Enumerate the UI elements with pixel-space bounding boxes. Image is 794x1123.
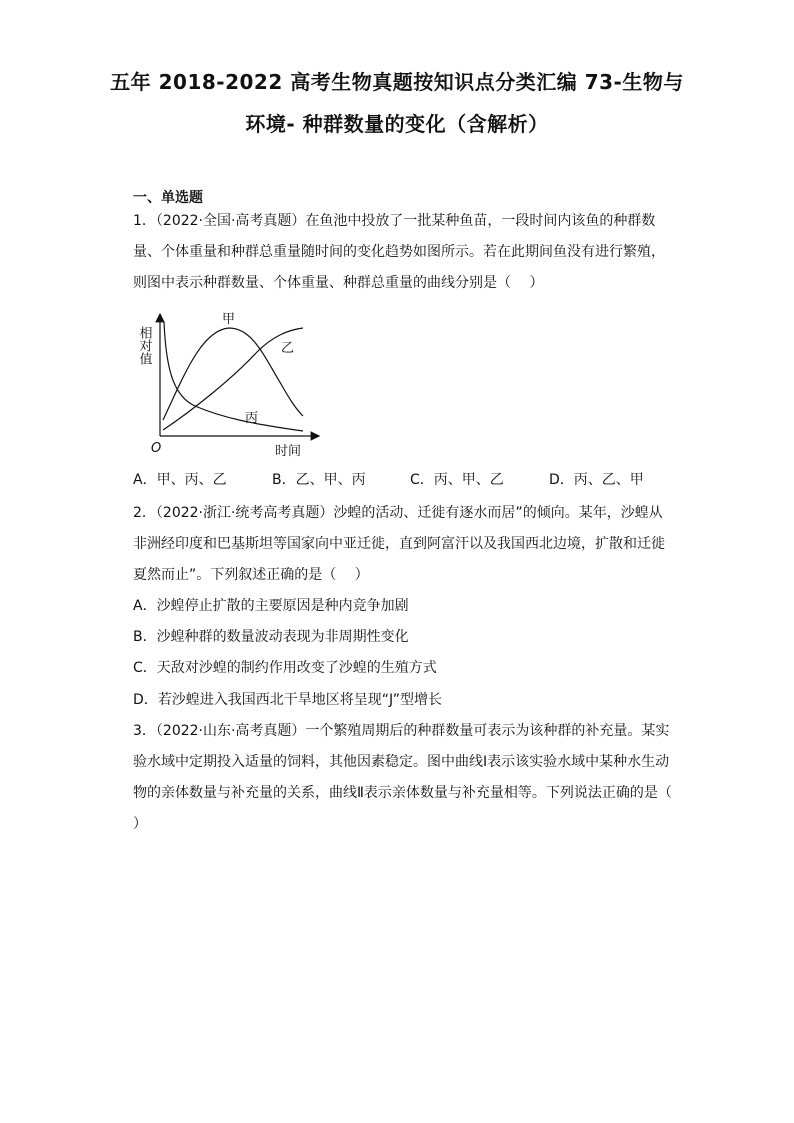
series-label-bing: 丙 bbox=[245, 411, 259, 426]
y-axis-label: 相对值 bbox=[136, 326, 152, 365]
series-label-jia: 甲 bbox=[222, 312, 236, 327]
q1-option-b: B．乙、甲、丙 bbox=[272, 472, 366, 488]
q1-option-c: C．丙、甲、乙 bbox=[410, 472, 504, 488]
series-label-yi: 乙 bbox=[281, 341, 295, 356]
question-3-text: 3．（2022·山东·高考真题）一个繁殖周期后的种群数量可表示为该种群的补充量。某实验水域中定期投入适量的饲料，其他因素稳定。图中曲线Ⅰ表示该实验水域中某种水生动物的亲体数量与补充量的关系，曲线Ⅱ表示亲体数量与补充量相等。下列说法正确的是（ ） bbox=[133, 723, 691, 832]
question-1-text: 1．（2022·全国·高考真题）在鱼池中投放了一批某种鱼苗，一段时间内该鱼的种群数量、个体重量和种群总重量随时间的变化趋势如图所示。若在此期间鱼没有进行繁殖，则图中表示种群数量、个体重量、种群总重量的曲线分别是（ ） bbox=[133, 213, 665, 291]
q1-option-d: D．丙、乙、甲 bbox=[549, 472, 644, 488]
question-2-text: 2．（2022·浙江·统考高考真题）沙蝗的活动、迁徙有逐水而居”的倾向。某年，沙蝗从非洲经印度和巴基斯坦等国家向中亚迁徙，直到阿富汗以及我国西北边境，扩散和迁徙夏然而止”。下列叙述正确的是（ ） bbox=[133, 505, 665, 583]
section-heading: 一、单选题 bbox=[133, 190, 203, 206]
q2-option-b: B．沙蝗种群的数量波动表现为非周期性变化 bbox=[133, 629, 409, 645]
q2-option-d: D．若沙蝗进入我国西北干旱地区将呈现“J”型增长 bbox=[133, 692, 442, 708]
q1-option-a: A．甲、丙、乙 bbox=[133, 472, 227, 488]
origin-label: O bbox=[151, 441, 162, 456]
document-title-line-2: 环境- 种群数量的变化（含解析） bbox=[245, 112, 549, 136]
q2-option-c: C．天敌对沙蝗的制约作用改变了沙蝗的生殖方式 bbox=[133, 660, 437, 676]
q2-option-a: A．沙蝗停止扩散的主要原因是种内竞争加剧 bbox=[133, 598, 409, 614]
document-title-line-1: 五年 2018-2022 高考生物真题按知识点分类汇编 73-生物与 bbox=[110, 70, 684, 94]
x-axis-label: 时间 bbox=[275, 444, 302, 459]
q1-figure-chart bbox=[133, 308, 333, 460]
